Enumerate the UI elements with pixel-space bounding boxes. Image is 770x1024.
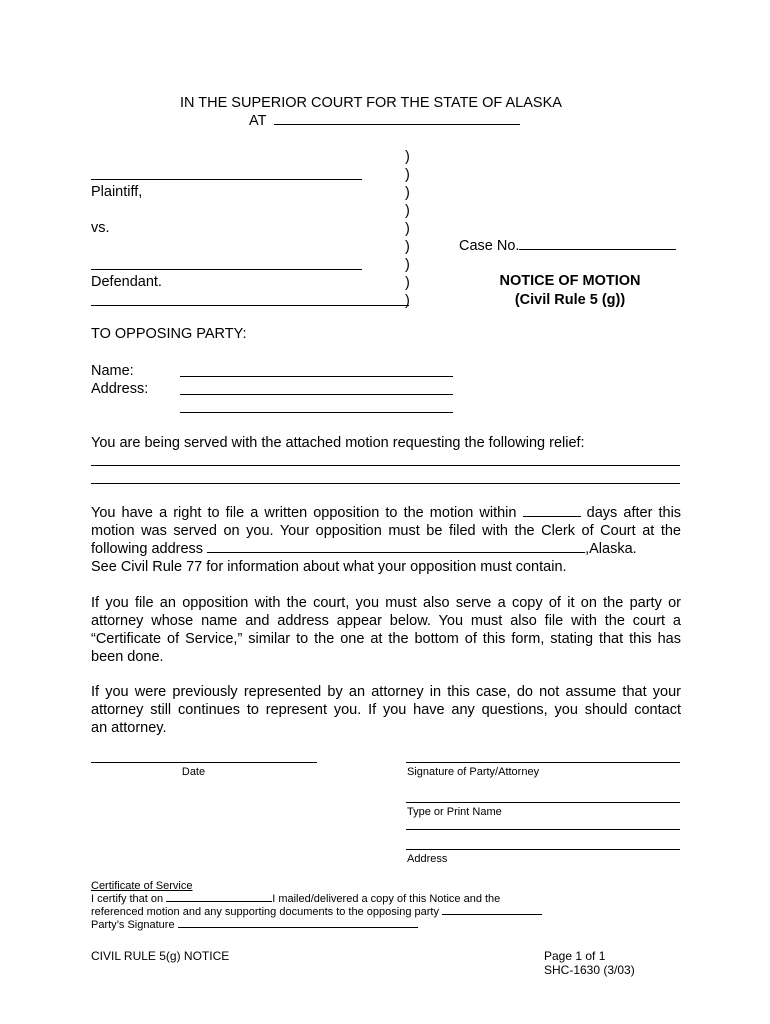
- paragraph-line: an attorney.: [91, 720, 167, 736]
- paragraph-line: If you file an opposition with the court, you must also serve a copy of it on the party or: [91, 595, 681, 611]
- case-number-line: [459, 237, 676, 255]
- court-location-line: [249, 112, 520, 130]
- opposition-rights-paragraph: [91, 504, 681, 576]
- address-blank-1[interactable]: [406, 829, 680, 830]
- court-location-blank[interactable]: [274, 123, 520, 125]
- opposing-party-heading: TO OPPOSING PARTY:: [91, 326, 247, 342]
- address-blank-2[interactable]: [406, 849, 680, 850]
- signature-blank[interactable]: [406, 762, 680, 763]
- address-label: Address:: [91, 381, 149, 397]
- certificate-text: referenced motion and any supporting documents to the opposing party: [91, 906, 439, 918]
- date-label: Date: [181, 766, 206, 778]
- paragraph-line: attorney whose name and address appear below. You must also file with the court a: [91, 613, 681, 629]
- party-signature-blank[interactable]: [178, 926, 418, 928]
- days-blank[interactable]: [523, 515, 581, 517]
- print-name-blank[interactable]: [406, 802, 680, 803]
- paragraph-line: attorney still continues to represent you. If you have any questions, you should contact: [91, 702, 681, 718]
- caption-paren: ): [405, 203, 410, 219]
- paragraph-line: motion was served on you. Your opposition must be filed with the Clerk of Court at the: [91, 523, 681, 539]
- notice-title: NOTICE OF MOTION: [499, 273, 641, 289]
- caption-paren: ): [405, 293, 410, 309]
- paragraph-line: See Civil Rule 77 for information about what your opposition must contain.: [91, 559, 567, 575]
- vs-label: vs.: [91, 220, 110, 236]
- case-no-label: Case No.: [459, 238, 520, 254]
- certificate-heading: Certificate of Service: [91, 880, 193, 892]
- caption-paren: ): [405, 257, 410, 273]
- paragraph-line: [91, 540, 681, 558]
- paragraph-text: following address: [91, 541, 204, 557]
- caption-paren: ): [405, 239, 410, 255]
- opposing-address-blank-1[interactable]: [180, 394, 453, 395]
- paragraph-text: ,Alaska.: [585, 541, 637, 557]
- certificate-party-blank[interactable]: [442, 913, 542, 915]
- certificate-text: I mailed/delivered a copy of this Notice and the: [272, 893, 501, 905]
- civil-rule-reference: (Civil Rule 5 (g)): [514, 292, 626, 308]
- plaintiff-label: Plaintiff,: [91, 184, 143, 200]
- certificate-date-blank[interactable]: [166, 900, 272, 902]
- relief-text: You are being served with the attached motion requesting the following relief:: [91, 435, 585, 451]
- opposing-address-blank-2[interactable]: [180, 412, 453, 413]
- form-name: CIVIL RULE 5(g) NOTICE: [91, 949, 230, 963]
- plaintiff-name-blank[interactable]: [91, 179, 362, 180]
- caption-paren: ): [405, 185, 410, 201]
- caption-paren: ): [405, 275, 410, 291]
- attorney-paragraph: [91, 683, 681, 737]
- paragraph-text: days after this: [586, 505, 682, 521]
- relief-blank-1[interactable]: [91, 465, 680, 466]
- caption-bottom-rule: [91, 305, 409, 306]
- paragraph-line: [91, 504, 681, 522]
- case-number-blank[interactable]: [519, 248, 676, 250]
- caption-paren: ): [405, 149, 410, 165]
- paragraph-line: been done.: [91, 649, 164, 665]
- name-label: Name:: [91, 363, 134, 379]
- clerk-address-blank[interactable]: [207, 551, 585, 553]
- paragraph-line: If you were previously represented by an attorney in this case, do not assume that your: [91, 684, 681, 700]
- signature-label: Signature of Party/Attorney: [407, 766, 540, 778]
- certificate-line-1: [91, 893, 500, 906]
- certificate-line-2: [91, 906, 542, 919]
- form-number: SHC-1630 (3/03): [544, 963, 635, 977]
- relief-blank-2[interactable]: [91, 483, 680, 484]
- print-name-label: Type or Print Name: [407, 806, 502, 818]
- defendant-label: Defendant.: [91, 274, 162, 290]
- defendant-name-blank[interactable]: [91, 269, 362, 270]
- at-label: AT: [249, 113, 267, 129]
- court-title: IN THE SUPERIOR COURT FOR THE STATE OF ALASKA: [180, 95, 562, 111]
- certificate-text: I certify that on: [91, 893, 164, 905]
- certificate-line-3: [91, 919, 418, 932]
- paragraph-text: You have a right to file a written opposition to the motion within: [91, 505, 517, 521]
- page-number: Page 1 of 1: [544, 949, 606, 963]
- opposing-name-blank[interactable]: [180, 376, 453, 377]
- service-paragraph: [91, 594, 681, 666]
- signer-address-label: Address: [407, 853, 448, 865]
- paragraph-line: “Certificate of Service,” similar to the one at the bottom of this form, stating that this has: [91, 631, 681, 647]
- date-blank[interactable]: [91, 762, 317, 763]
- caption-paren: ): [405, 167, 410, 183]
- certificate-text: Party’s Signature: [91, 919, 175, 931]
- caption-paren: ): [405, 221, 410, 237]
